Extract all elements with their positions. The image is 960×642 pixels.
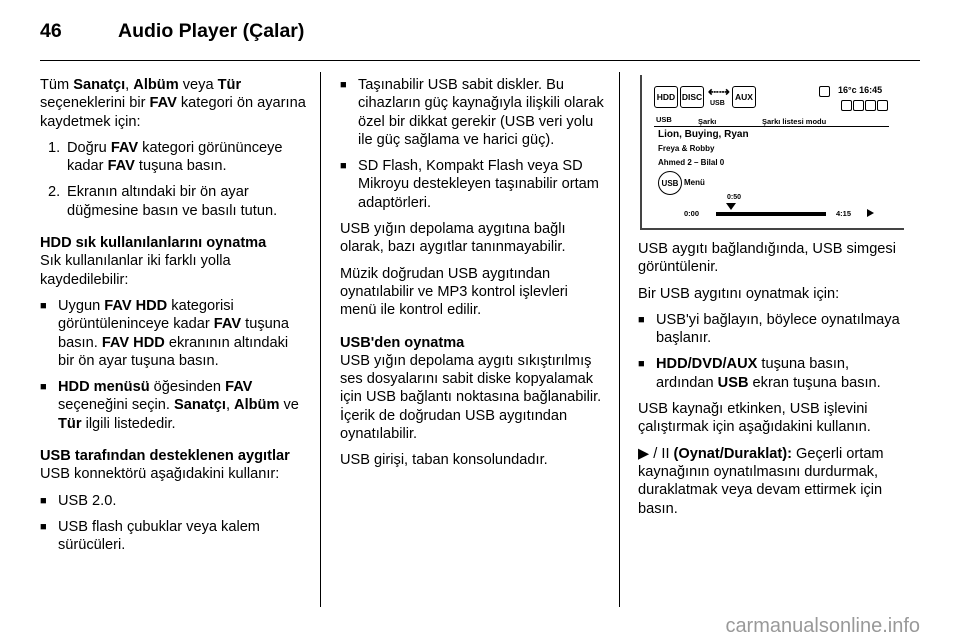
col3-bullet-2: ■ HDD/DVD/AUX tuşuna basın, ardından USB ekran tuşuna basın. [638, 355, 910, 392]
col3-para-3: USB kaynağı etkinken, USB işlevini çalıştırmak için aşağıdakini kullanın. [638, 401, 871, 436]
play-icon [867, 209, 874, 217]
col2-bullet-2: ■ SD Flash, Kompakt Flash veya SD Mikroyu destekleyen taşınabilir ortam adaptörleri. [340, 157, 608, 212]
menu-label: Menü [684, 178, 705, 187]
step-1: 1. Doğru FAV kategori görününceye kadar FAV tuşuna basın. [48, 139, 283, 175]
watermark: carmanualsonline.info [725, 615, 920, 637]
column-divider-1 [320, 72, 321, 607]
col2-bullet-1: ■ Taşınabilir USB sabit diskler. Bu cihazların güç kaynağıyla ilişkili olarak özel bir dikkat gerekir (USB veri yolu ile güç sağlama ve harici güç). [340, 76, 608, 149]
usb-circle-button: USB [658, 171, 682, 195]
mode-icon-1 [841, 100, 852, 111]
marker-time: 0:50 [727, 194, 742, 201]
disc-button: DISC [680, 86, 704, 108]
mode-icon-4 [877, 100, 888, 111]
header-rule [40, 60, 920, 61]
col2-para-3: USB yığın depolama aygıtı sıkıştırılmış ses dosyalarını sabit diske kopyalamak için USB bağlantı noktasına bağlanabilir. İçerik de doğrudan USB aygıtından oynatılabilir. [340, 352, 602, 443]
end-time: 4:15 [836, 209, 852, 218]
col3-para-1: USB aygıtı bağlandığında, USB simgesi görüntülenir. [638, 241, 896, 276]
col2-para-4: USB girişi, taban konsolundadır. [340, 452, 548, 469]
track-2: Freya & Robby [658, 144, 715, 153]
screen-rule [654, 126, 889, 127]
track-1: Lion, Buying, Ryan [658, 129, 749, 140]
hdd-heading: HDD sık kullanılanlarını oynatma [40, 235, 267, 252]
step-2: 2. Ekranın altındaki bir ön ayar düğmesine basın ve basılı tutun. [48, 184, 278, 219]
position-marker [726, 203, 736, 210]
column-1 [40, 76, 308, 563]
usb-playback-heading: USB'den oynatma [340, 334, 465, 351]
usb-symbol-icon: ⇠⇢ [708, 84, 730, 99]
usb-bullet-1: ■ USB 2.0. [40, 492, 308, 510]
hdd-intro: Sık kullanılanlar iki farklı yolla kaydedilebilir: [40, 253, 231, 288]
column-3 [638, 240, 910, 526]
usb-icon-label: USB [710, 100, 725, 107]
page-header [40, 20, 304, 43]
hdd-bullet-2: ■ HDD menüsü öğesinden FAV seçeneğini seçin. Sanatçı, Albüm ve Tür ilgili listededir. [40, 378, 308, 433]
progress-bar [716, 212, 826, 216]
usb-bullet-2: ■ USB flash çubuklar veya kalem sürücüleri. [40, 518, 308, 555]
tab-playlist-mode: Şarkı listesi modu [762, 117, 827, 126]
col3-play-pause: ▶ / II (Oynat/Duraklat): Geçerli ortam kaynağının oynatılmasını durdurmak, duraklatmak veya devam ettirmek için basın. [638, 445, 884, 517]
hdd-bullet-1: ■ Uygun FAV HDD kategorisi görüntüleninceye kadar FAV tuşuna basın. FAV HDD ekranının altındaki bir ön ayar tuşuna basın. [40, 297, 308, 370]
track-3: Ahmed 2 – Bilal 0 [658, 158, 725, 167]
play-pause-icon: ▶ / II [638, 445, 670, 462]
mode-icon-2 [853, 100, 864, 111]
mode-icon-3 [865, 100, 876, 111]
start-time: 0:00 [684, 209, 700, 218]
usb-devices-intro: USB konnektörü aşağıdakini kullanır: [40, 466, 280, 483]
info-icon [819, 86, 830, 97]
col1-intro: Tüm Sanatçı, Albüm veya Tür seçeneklerini bir FAV kategori ön ayarına kaydetmek için: [40, 77, 306, 130]
tab-usb: USB [656, 115, 672, 124]
column-2 [340, 76, 608, 478]
audio-screen-illustration [640, 75, 904, 230]
col3-para-2: Bir USB aygıtını oynatmak için: [638, 285, 840, 302]
page-number: 46 [40, 20, 62, 42]
aux-button: AUX [732, 86, 756, 108]
usb-devices-heading: USB tarafından desteklenen aygıtlar [40, 448, 290, 465]
column-divider-2 [619, 72, 620, 607]
page-title: Audio Player (Çalar) [118, 20, 305, 42]
tab-song: Şarkı [698, 117, 717, 126]
col3-bullet-1: ■ USB'yi bağlayın, böylece oynatılmaya başlanır. [638, 311, 910, 348]
col2-para-1: USB yığın depolama aygıtına bağlı olarak, bazı aygıtlar tanınmayabilir. [340, 221, 566, 256]
col2-para-2: Müzik doğrudan USB aygıtından oynatılabilir ve MP3 kontrol işlevleri menü ile kontrol edilir. [340, 265, 568, 319]
temp-time: 16°c 16:45 [838, 85, 883, 95]
hdd-button: HDD [654, 86, 678, 108]
